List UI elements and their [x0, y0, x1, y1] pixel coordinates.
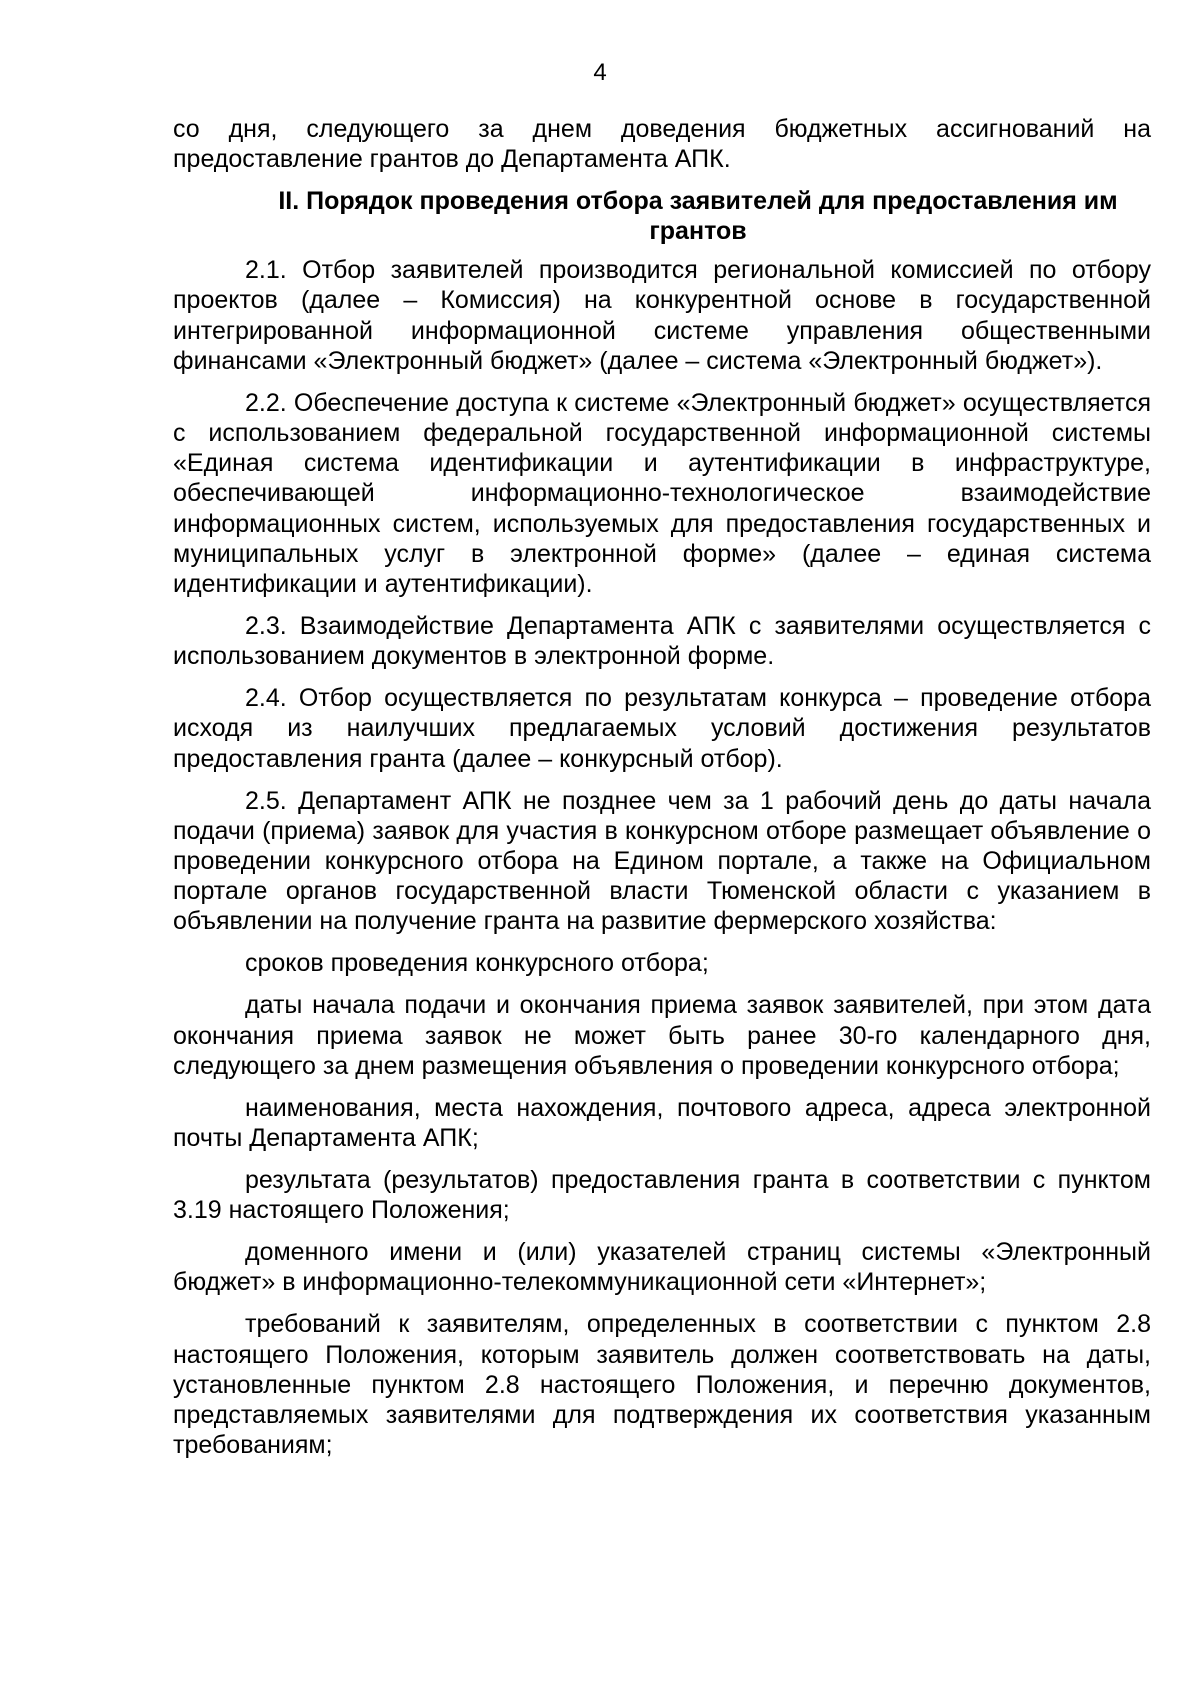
page-number: 4	[593, 59, 607, 86]
list-item-dates: даты начала подачи и окончания приема заявок заявителей, при этом дата окончания приема заявок не может быть ранее 30-го календарного дня, следующего за днем размещения объявления о проведении конкурсного отбора;	[173, 991, 1151, 1080]
section-heading: II. Порядок проведения отбора заявителей для предоставления им грантов	[278, 187, 1118, 246]
paragraph-2-2: 2.2. Обеспечение доступа к системе «Электронный бюджет» осуществляется с использованием федеральной государственной информационной системы «Единая система идентификации и аутентификации в инфраструктуре, обеспечивающей информационно-технологическое взаимодействие информационных систем, используемых для предоставления государственных и муниципальных услуг в электронной форме» (далее – единая система идентификации и аутентификации).	[173, 388, 1151, 599]
list-item-contacts: наименования, места нахождения, почтового адреса, адреса электронной почты Департамента АПК;	[173, 1093, 1151, 1153]
paragraph-2-3: 2.3. Взаимодействие Департамента АПК с заявителями осуществляется с использованием документов в электронной форме.	[173, 612, 1151, 671]
paragraph-2-4: 2.4. Отбор осуществляется по результатам конкурса – проведение отбора исходя из наилучших предлагаемых условий достижения результатов предоставления гранта (далее – конкурсный отбор).	[173, 684, 1151, 773]
list-item-results: результата (результатов) предоставления гранта в соответствии с пунктом 3.19 настоящего Положения;	[173, 1166, 1151, 1225]
paragraph-2-5: 2.5. Департамент АПК не позднее чем за 1 рабочий день до даты начала подачи (приема) заявок для участия в конкурсном отборе размещает объявление о проведении конкурсного отбора на Едином портале, а также на Официальном портале органов государственной власти Тюменской области с указанием в объявлении на получение гранта на развитие фермерского хозяйства:	[173, 786, 1151, 936]
document-body	[173, 114, 1151, 1472]
intro-paragraph: со дня, следующего за днем доведения бюджетных ассигнований на предоставление грантов до Департамента АПК.	[173, 115, 1151, 174]
paragraph-2-1: 2.1. Отбор заявителей производится региональной комиссией по отбору проектов (далее – Комиссия) на конкурентной основе в государственной интегрированной информационной системе управления общественными финансами «Электронный бюджет» (далее – система «Электронный бюджет»).	[173, 256, 1151, 375]
list-item-domain: доменного имени и (или) указателей страниц системы «Электронный бюджет» в информационно-телекоммуникационной сети «Интернет»;	[173, 1238, 1151, 1297]
list-item-requirements: требований к заявителям, определенных в соответствии с пунктом 2.8 настоящего Положения, которым заявитель должен соответствовать на даты, установленные пунктом 2.8 настоящего Положения, и перечню документов, представляемых заявителями для подтверждения их соответствия указанным требованиям;	[173, 1310, 1151, 1460]
list-item-terms: сроков проведения конкурсного отбора;	[245, 949, 709, 978]
